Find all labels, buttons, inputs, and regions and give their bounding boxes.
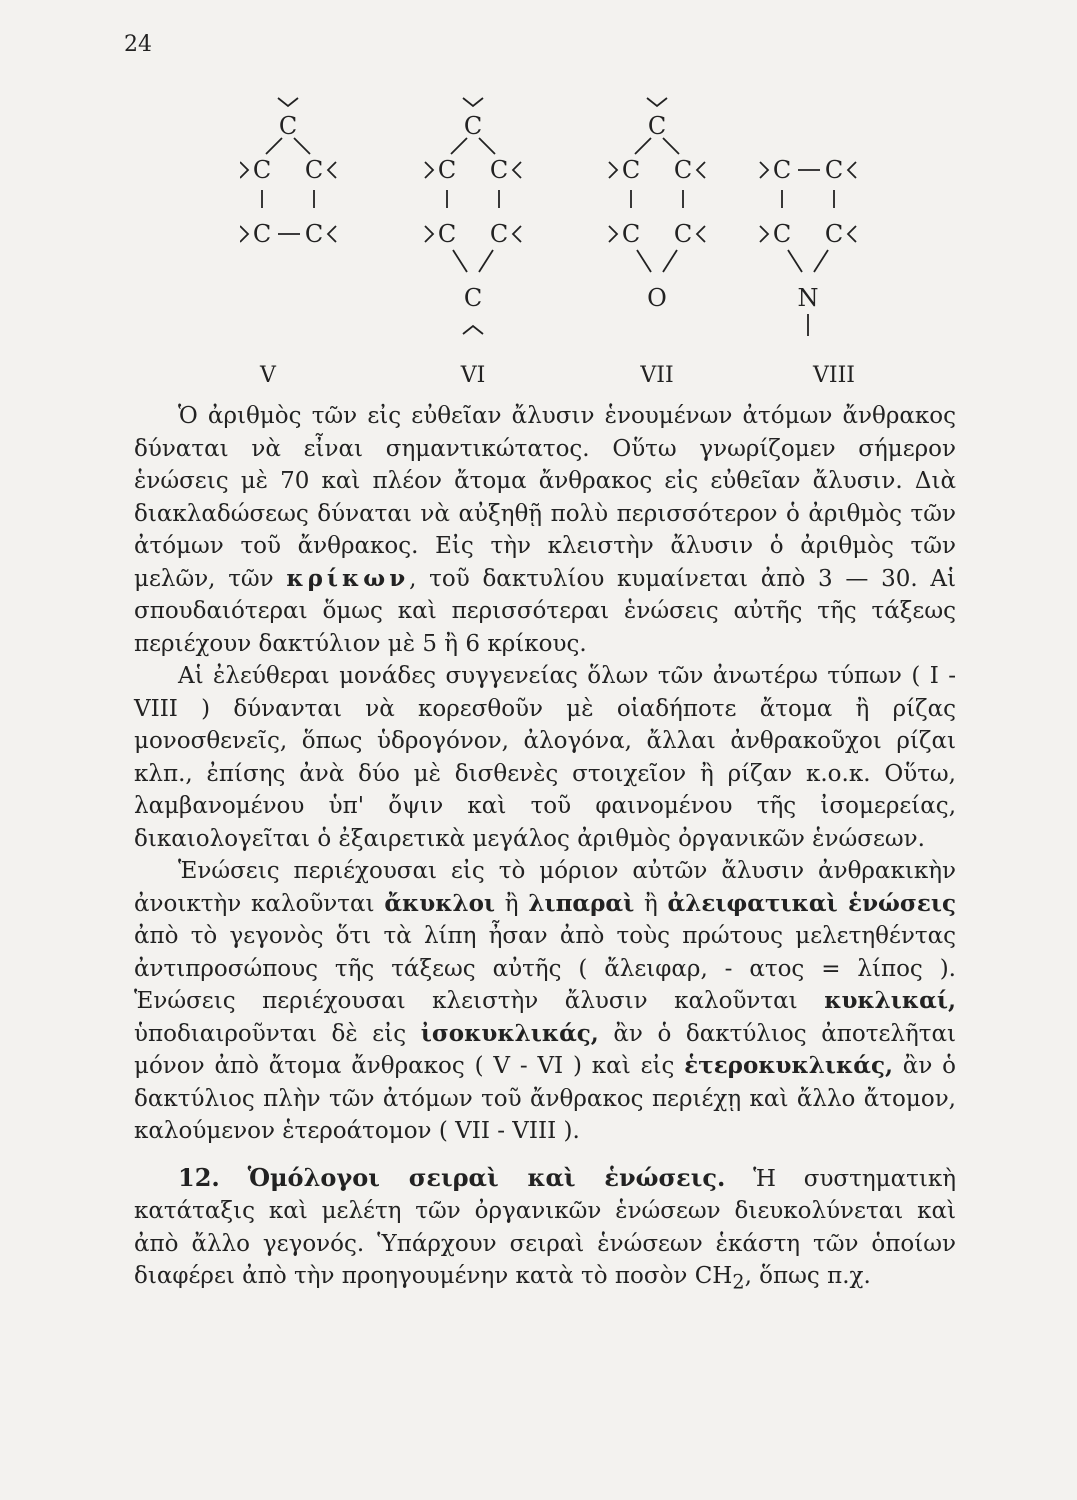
text-run: ἢ	[634, 890, 668, 917]
atom-o: O	[647, 284, 667, 312]
body-text	[134, 400, 956, 1299]
atom-c: C	[489, 220, 509, 248]
text-run: Ἑνώσεις περιέχουσαι εἰς τὸ μόριον αὐτῶν ἄλυσιν ἀνθρακικὴν ἀνοικτὴν καλοῦνται	[134, 858, 956, 917]
structural-formulas	[240, 92, 920, 392]
formula-label: VII	[640, 363, 674, 388]
atom-c: C	[252, 220, 272, 248]
term-isokyklikas: ἰσοκυκλικάς,	[420, 1019, 599, 1047]
paragraph	[134, 400, 956, 660]
term-akykloi: ἄκυκλοι	[384, 889, 496, 917]
formula-label: V	[260, 363, 276, 388]
atom-c: C	[278, 112, 298, 140]
atom-c: C	[824, 220, 844, 248]
atom-c: C	[673, 220, 693, 248]
term-kriki: κρίκων	[286, 564, 410, 592]
term-liparai: λιπαραὶ	[528, 889, 635, 917]
text-run: , τοῦ δακτυλίου κυμαίνεται ἀπὸ 3 — 30. Αἱ σπουδαιότεραι ὅμως καὶ περισσότεραι ἑνώσεις αὐτῆς τῆς τάξεως περιέχουν δακτύλιον μὲ 5 ἢ 6 κρίκους.	[134, 565, 956, 657]
atom-c: C	[673, 156, 693, 184]
atom-c: C	[304, 220, 324, 248]
atom-c: C	[772, 220, 792, 248]
formula-label: VIII	[813, 363, 855, 388]
atom-c: C	[824, 156, 844, 184]
atom-c: C	[252, 156, 272, 184]
term-kyklikai: κυκλικαί,	[824, 987, 956, 1014]
atom-c: C	[489, 156, 509, 184]
text-run: ἂν ὁ δακτύλιος πλὴν τῶν ἀτόμων τοῦ ἄνθρακος περιέχῃ καὶ ἄλλο ἄτομον, καλούμενον ἑτεροάτομον ( VII - VIII ).	[134, 1053, 956, 1144]
section-number: 12.	[178, 1162, 220, 1192]
term-aleifatikai: ἀλειφατικαὶ ἑνώσεις	[667, 889, 957, 917]
text-run: ὑποδιαιροῦνται δὲ εἰς	[134, 1020, 421, 1047]
atom-c: C	[621, 220, 641, 248]
atom-c: C	[304, 156, 324, 184]
text-run: ἂν ὁ δακτύλιος ἀποτελῆται μόνον ἀπὸ ἄτομα ἄνθρακος ( V - VI ) καὶ εἰς	[134, 1020, 956, 1079]
text-run: Ἡ συστηματικὴ κατάταξις καὶ μελέτη τῶν ὀργανικῶν ἑνώσεων διευκολύνεται καὶ ἀπὸ ἄλλο γεγονός. Ὑπάρχουν σειραὶ ἑνώσεων ἑκάστη τῶν ὁποίων διαφέρει ἀπὸ τὴν προηγουμένην κατὰ τὸ ποσὸν CH	[134, 1165, 957, 1289]
page-number: 24	[124, 32, 152, 57]
atom-c: C	[621, 156, 641, 184]
paragraph: Αἱ ἐλεύθεραι μονάδες συγγενείας ὅλων τῶν ἀνωτέρω τύπων ( I - VIII ) δύνανται νὰ κορεσθοῦν μὲ οἱαδήποτε ἄτομα ἢ ρίζας μονοσθενεῖς, ὅπως ὑδρογόνον, ἀλογόνα, ἄλλαι ἀνθρακοῦχοι ρίζαι κλπ., ἐπίσης ἀνὰ δύο μὲ δισθενὲς στοιχεῖον ἢ ρίζαν κ.ο.κ. Οὕτω, λαμβανομένου ὑπ' ὄψιν καὶ τοῦ φαινομένου τῆς ἰσομερείας, δικαιολογεῖται ὁ ἐξαιρετικὰ μεγάλος ἀριθμὸς ὀργανικῶν ἑνώσεων.	[134, 663, 956, 852]
text-run: Ὁ ἀριθμὸς τῶν εἰς εὐθεῖαν ἄλυσιν ἑνουμένων ἀτόμων ἄνθρακος δύναται νὰ εἶναι σημαντικώτατος. Οὕτω γνωρίζομεν σήμερον ἑνώσεις μὲ 70 καὶ πλέον ἄτομα ἄνθρακος εἰς εὐθεῖαν ἄλυσιν. Διὰ διακλαδώσεως δύναται νὰ αὐξηθῇ πολὺ περισσότερον ὁ ἀριθμὸς τῶν ἀτόμων τοῦ ἄνθρακος. Εἰς τὴν κλειστὴν ἄλυσιν ὁ ἀριθμὸς τῶν μελῶν, τῶν	[134, 403, 956, 592]
atom-c: C	[437, 156, 457, 184]
atom-n: N	[797, 284, 819, 312]
term-eterokyklikas: ἑτεροκυκλικάς,	[684, 1052, 893, 1079]
subscript: 2	[732, 1270, 745, 1294]
atom-c: C	[647, 112, 667, 140]
formula-diagram	[240, 92, 920, 392]
atom-c: C	[772, 156, 792, 184]
atom-c: C	[437, 220, 457, 248]
paragraph	[134, 855, 956, 1148]
text-run: ἀπὸ τὸ γεγονὸς ὅτι τὰ λίπη ἦσαν ἀπὸ τοὺς πρώτους μελετηθέντας ἀντιπροσώπους τῆς τάξεως αὐτῆς ( ἄλειφαρ, - ατος = λίπος ). Ἑνώσεις περιέχουσαι κλειστὴν ἄλυσιν καλοῦνται	[134, 923, 956, 1014]
text-run: ἢ	[495, 890, 529, 917]
formula-label: VI	[460, 363, 486, 388]
section-title: Ὁμόλογοι σειραὶ καὶ ἑνώσεις.	[247, 1162, 726, 1192]
atom-c: C	[463, 112, 483, 140]
section-paragraph	[134, 1162, 956, 1300]
atom-c: C	[463, 284, 483, 312]
text-run: , ὅπως π.χ.	[744, 1263, 871, 1289]
